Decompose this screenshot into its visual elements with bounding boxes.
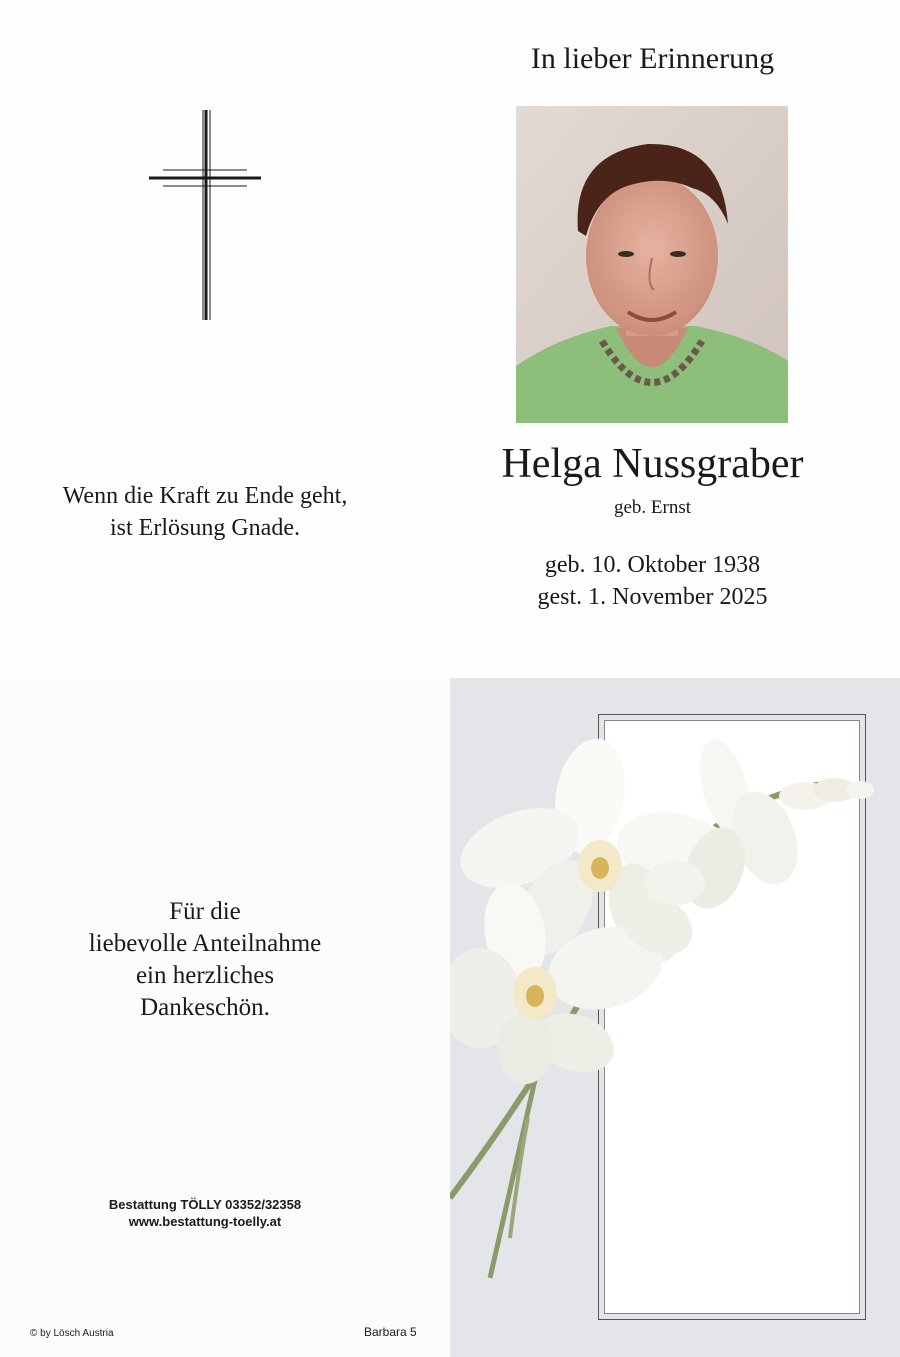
quote-line: Wenn die Kraft zu Ende geht, xyxy=(62,483,348,509)
thanks-line: liebevolle Anteilnahme xyxy=(88,930,322,957)
undertaker-info xyxy=(0,1196,410,1230)
design-name: Barbara 5 xyxy=(364,1325,417,1339)
undertaker-name-phone: Bestattung TÖLLY 03352/32358 xyxy=(108,1197,302,1212)
thanks-message xyxy=(0,896,410,1024)
maiden-name: geb. Ernst xyxy=(613,497,692,518)
thanks-line: Dankeschön. xyxy=(140,994,270,1021)
portrait-photo xyxy=(516,106,788,423)
death-date: gest. 1. November 2025 xyxy=(537,584,768,610)
cross-icon xyxy=(145,108,265,323)
portrait-image xyxy=(516,106,788,423)
orchid-icon xyxy=(450,678,900,1357)
deceased-name: Helga Nussgraber xyxy=(501,441,804,487)
thanks-line: Für die xyxy=(169,898,241,925)
memorial-header: In lieber Erinnerung xyxy=(530,42,775,75)
quote-line: ist Erlösung Gnade. xyxy=(110,515,300,541)
undertaker-website: www.bestattung-toelly.at xyxy=(128,1214,282,1229)
thanks-line: ein herzliches xyxy=(135,962,275,989)
birth-date: geb. 10. Oktober 1938 xyxy=(544,552,761,578)
copyright-note: © by Lösch Austria xyxy=(30,1328,114,1339)
front-left-panel xyxy=(0,0,450,678)
memorial-quote xyxy=(0,480,410,544)
